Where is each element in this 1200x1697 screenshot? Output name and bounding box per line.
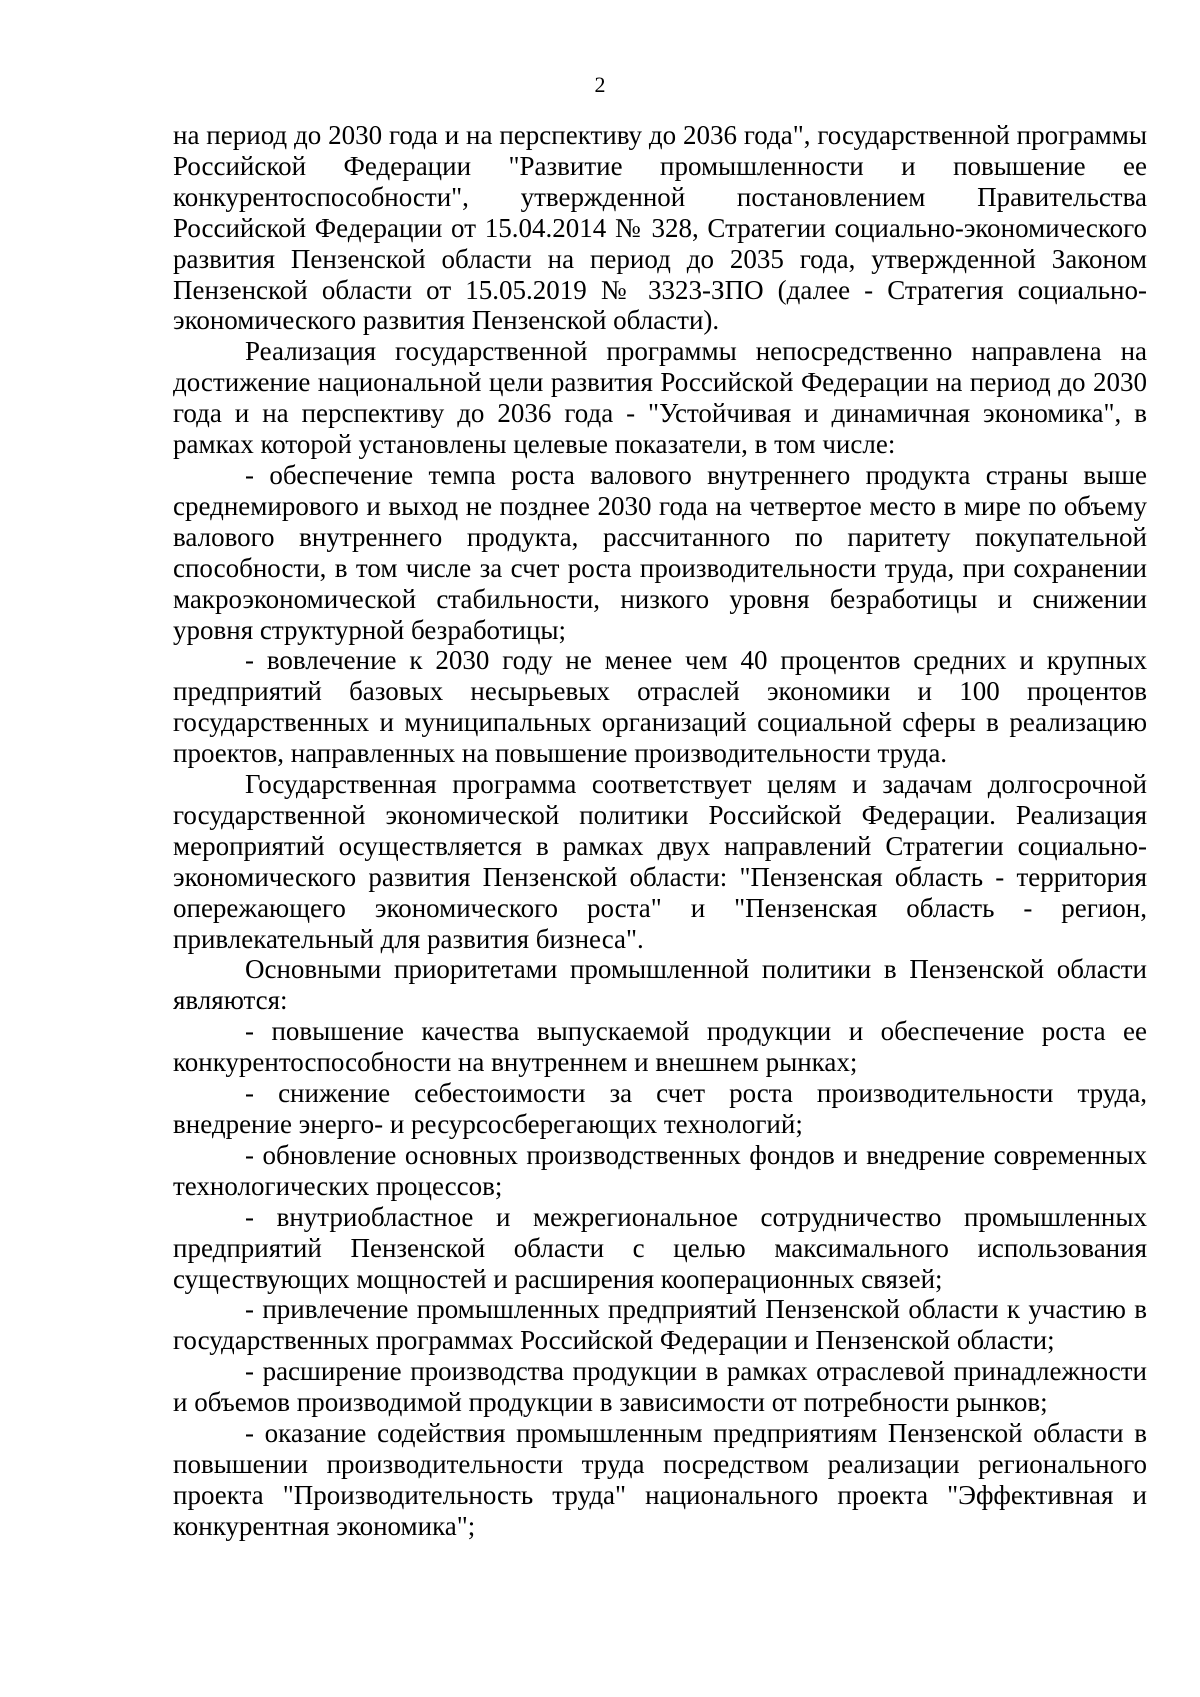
list-item: - вовлечение к 2030 году не менее чем 40 процентов средних и крупных предприятий базовых несырьевых отраслей экономики и 100 процентов государственных и муниципальных организаций социальной сферы в реализацию проектов, направленных на повышение производительности труда.	[173, 645, 1147, 769]
paragraph: Основными приоритетами промышленной политики в Пензенской области являются:	[173, 954, 1147, 1016]
list-item: - обновление основных производственных фондов и внедрение современных технологических процессов;	[173, 1139, 1147, 1201]
list-item: - оказание содействия промышленным предприятиям Пензенской области в повышении производительности труда посредством реализации регионального проекта "Производительность труда" национального проекта "Эффективная и конкурентная экономика";	[173, 1418, 1147, 1541]
list-item: - привлечение промышленных предприятий Пензенской области к участию в государственных программах Российской Федерации и Пензенской области;	[173, 1294, 1147, 1356]
paragraph: Государственная программа соответствует целям и задачам долгосрочной государственной экономической политики Российской Федерации. Реализация мероприятий осуществляется в рамках двух направлений Стратегии социально-экономического развития Пензенской области: "Пензенская область - территория опережающего экономического роста" и "Пензенская область - регион, привлекательный для развития бизнеса".	[173, 769, 1147, 954]
paragraph: Реализация государственной программы непосредственно направлена на достижение национальной цели развития Российской Федерации на период до 2030 года и на перспективу до 2036 года - "Устойчивая и динамичная экономика", в рамках которой установлены целевые показатели, в том числе:	[173, 336, 1147, 460]
list-item: - расширение производства продукции в рамках отраслевой принадлежности и объемов производимой продукции в зависимости от потребности рынков;	[173, 1356, 1147, 1418]
paragraph-continuation: на период до 2030 года и на перспективу до 2036 года", государственной программы Российской Федерации "Развитие промышленности и повышение ее конкурентоспособности", утвержденной постановлением Правительства Российской Федерации от 15.04.2014 № 328, Стратегии социально-экономического развития Пензенской области на период до 2035 года, утвержденной Законом Пензенской области от 15.05.2019 № 3323-ЗПО (далее - Стратегия социально-экономического развития Пензенской области).	[173, 120, 1147, 336]
list-item: - снижение себестоимости за счет роста производительности труда, внедрение энерго- и ресурсосберегающих технологий;	[173, 1078, 1147, 1139]
document-body	[173, 120, 1147, 1542]
page-number: 2	[594, 72, 606, 97]
list-item: - внутриобластное и межрегиональное сотрудничество промышленных предприятий Пензенской области с целью максимального использования существующих мощностей и расширения кооперационных связей;	[173, 1201, 1147, 1294]
list-item: - обеспечение темпа роста валового внутреннего продукта страны выше среднемирового и выход не позднее 2030 года на четвертое место в мире по объему валового внутреннего продукта, рассчитанного по паритету покупательной способности, в том числе за счет роста производительности труда, при сохранении макроэкономической стабильности, низкого уровня безработицы и снижении уровня структурной безработицы;	[173, 459, 1147, 645]
list-item: - повышение качества выпускаемой продукции и обеспечение роста ее конкурентоспособности на внутреннем и внешнем рынках;	[173, 1016, 1147, 1078]
